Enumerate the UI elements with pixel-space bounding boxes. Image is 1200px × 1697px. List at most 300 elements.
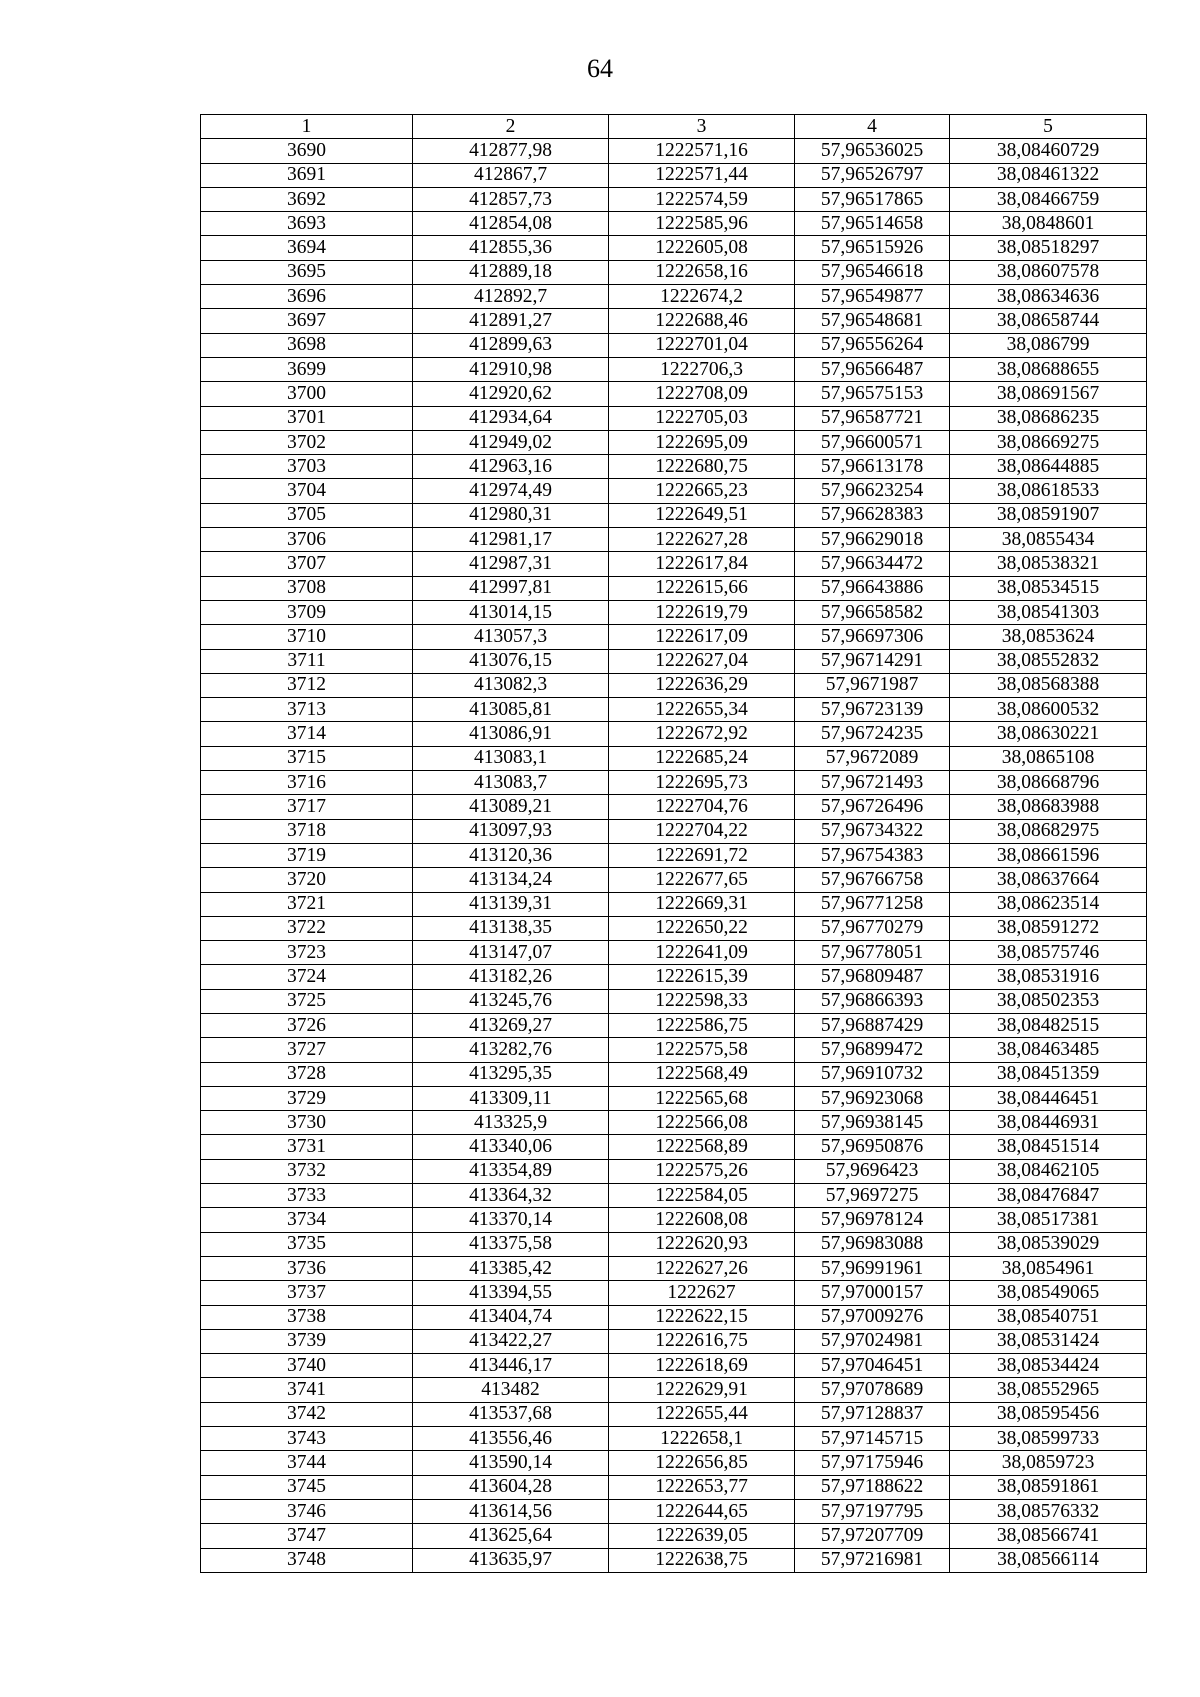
table-cell-col-2: 413590,14 [413,1451,609,1475]
table-row [201,625,1147,649]
table-cell-col-5: 38,08482515 [950,1013,1147,1037]
table-cell-col-4: 57,96978124 [795,1208,950,1232]
table-row [201,1499,1147,1523]
table-cell-col-1: 3735 [201,1232,413,1256]
table-cell-col-1: 3701 [201,406,413,430]
table-row [201,989,1147,1013]
table-cell-col-4: 57,96546618 [795,260,950,284]
table-cell-col-5: 38,08552832 [950,649,1147,673]
table-row [201,552,1147,576]
table-cell-col-3: 1222615,39 [609,965,795,989]
table-cell-col-1: 3726 [201,1013,413,1037]
table-cell-col-1: 3744 [201,1451,413,1475]
table-cell-col-3: 1222586,75 [609,1013,795,1037]
table-cell-col-3: 1222629,91 [609,1378,795,1402]
table-cell-col-3: 1222566,08 [609,1111,795,1135]
table-cell-col-1: 3746 [201,1499,413,1523]
table-cell-col-4: 57,97024981 [795,1329,950,1353]
table-cell-col-1: 3696 [201,285,413,309]
table-cell-col-4: 57,96587721 [795,406,950,430]
table-cell-col-1: 3709 [201,600,413,624]
table-cell-col-3: 1222575,26 [609,1159,795,1183]
table-cell-col-1: 3748 [201,1548,413,1572]
table-cell-col-4: 57,96549877 [795,285,950,309]
table-cell-col-2: 413556,46 [413,1427,609,1451]
table-row [201,1329,1147,1353]
table-cell-col-1: 3704 [201,479,413,503]
table-cell-col-4: 57,96991961 [795,1256,950,1280]
table-row [201,600,1147,624]
table-cell-col-5: 38,08462105 [950,1159,1147,1183]
table-cell-col-4: 57,96515926 [795,236,950,260]
table-cell-col-2: 413089,21 [413,795,609,819]
table-cell-col-5: 38,08531916 [950,965,1147,989]
table-cell-col-3: 1222622,15 [609,1305,795,1329]
table-cell-col-2: 413269,27 [413,1013,609,1037]
table-row [201,285,1147,309]
table-cell-col-3: 1222658,1 [609,1427,795,1451]
table-cell-col-2: 413295,35 [413,1062,609,1086]
table-cell-col-3: 1222706,3 [609,357,795,381]
table-cell-col-4: 57,96658582 [795,600,950,624]
table-cell-col-5: 38,08595456 [950,1402,1147,1426]
table-row [201,795,1147,819]
table-cell-col-2: 412867,7 [413,163,609,187]
table-cell-col-4: 57,96809487 [795,965,950,989]
table-row [201,1281,1147,1305]
table-cell-col-2: 413057,3 [413,625,609,649]
table-cell-col-3: 1222641,09 [609,941,795,965]
header-row [201,115,1147,139]
table-cell-col-3: 1222705,03 [609,406,795,430]
table-cell-col-1: 3700 [201,382,413,406]
table-cell-col-3: 1222627,26 [609,1256,795,1280]
table-cell-col-2: 413614,56 [413,1499,609,1523]
table-cell-col-2: 413385,42 [413,1256,609,1280]
table-cell-col-5: 38,08466759 [950,187,1147,211]
table-cell-col-4: 57,96923068 [795,1086,950,1110]
table-cell-col-3: 1222617,09 [609,625,795,649]
table-cell-col-1: 3714 [201,722,413,746]
table-cell-col-3: 1222568,49 [609,1062,795,1086]
table-row [201,503,1147,527]
table-cell-col-5: 38,08552965 [950,1378,1147,1402]
table-cell-col-1: 3742 [201,1402,413,1426]
table-cell-col-3: 1222655,34 [609,698,795,722]
table-cell-col-3: 1222656,85 [609,1451,795,1475]
table-row [201,333,1147,357]
table-cell-col-3: 1222615,66 [609,576,795,600]
table-cell-col-3: 1222644,65 [609,1499,795,1523]
table-cell-col-4: 57,96983088 [795,1232,950,1256]
table-cell-col-2: 413370,14 [413,1208,609,1232]
table-cell-col-2: 413014,15 [413,600,609,624]
table-row [201,1402,1147,1426]
table-row [201,819,1147,843]
table-cell-col-5: 38,08451359 [950,1062,1147,1086]
table-cell-col-5: 38,08607578 [950,260,1147,284]
table-row [201,868,1147,892]
table-cell-col-1: 3725 [201,989,413,1013]
table-cell-col-4: 57,96724235 [795,722,950,746]
table-cell-col-3: 1222704,22 [609,819,795,843]
table-cell-col-2: 413394,55 [413,1281,609,1305]
table-cell-col-4: 57,96726496 [795,795,950,819]
table-cell-col-3: 1222695,09 [609,430,795,454]
table-cell-col-5: 38,0854961 [950,1256,1147,1280]
table-cell-col-5: 38,08661596 [950,843,1147,867]
table-cell-col-1: 3743 [201,1427,413,1451]
table-cell-col-2: 413364,32 [413,1184,609,1208]
table-cell-col-3: 1222627,28 [609,528,795,552]
table-cell-col-2: 413446,17 [413,1354,609,1378]
table-cell-col-2: 413097,93 [413,819,609,843]
table-cell-col-1: 3697 [201,309,413,333]
table-cell-col-1: 3747 [201,1524,413,1548]
table-cell-col-4: 57,97197795 [795,1499,950,1523]
table-cell-col-1: 3722 [201,916,413,940]
table-cell-col-1: 3721 [201,892,413,916]
table-cell-col-4: 57,96723139 [795,698,950,722]
table-cell-col-2: 412963,16 [413,455,609,479]
table-cell-col-4: 57,96556264 [795,333,950,357]
table-cell-col-5: 38,08446451 [950,1086,1147,1110]
table-row [201,479,1147,503]
table-row [201,1208,1147,1232]
table-cell-col-3: 1222616,75 [609,1329,795,1353]
table-cell-col-2: 412987,31 [413,552,609,576]
table-cell-col-4: 57,96754383 [795,843,950,867]
table-cell-col-1: 3739 [201,1329,413,1353]
table-cell-col-1: 3734 [201,1208,413,1232]
table-cell-col-4: 57,96613178 [795,455,950,479]
table-cell-col-4: 57,97188622 [795,1475,950,1499]
table-cell-col-1: 3706 [201,528,413,552]
table-cell-col-1: 3712 [201,673,413,697]
table-cell-col-1: 3733 [201,1184,413,1208]
table-cell-col-2: 413537,68 [413,1402,609,1426]
table-cell-col-5: 38,0865108 [950,746,1147,770]
table-cell-col-4: 57,96866393 [795,989,950,1013]
table-cell-col-4: 57,97128837 [795,1402,950,1426]
table-row [201,1135,1147,1159]
table-cell-col-5: 38,08669275 [950,430,1147,454]
table-row [201,1354,1147,1378]
table-row [201,212,1147,236]
table-row [201,649,1147,673]
table-cell-col-5: 38,08463485 [950,1038,1147,1062]
table-cell-col-3: 1222665,23 [609,479,795,503]
table-row [201,746,1147,770]
table-cell-col-3: 1222649,51 [609,503,795,527]
table-cell-col-2: 412877,98 [413,139,609,163]
table-cell-col-3: 1222650,22 [609,916,795,940]
table-cell-col-5: 38,08576332 [950,1499,1147,1523]
table-row [201,1159,1147,1183]
table-cell-col-4: 57,96526797 [795,163,950,187]
table-cell-col-2: 413086,91 [413,722,609,746]
table-cell-col-4: 57,96771258 [795,892,950,916]
table-cell-col-1: 3718 [201,819,413,843]
table-cell-col-3: 1222655,44 [609,1402,795,1426]
coordinates-table [200,114,1147,1573]
table-cell-col-2: 413139,31 [413,892,609,916]
table-cell-col-1: 3715 [201,746,413,770]
table-row [201,1378,1147,1402]
table-cell-col-3: 1222571,44 [609,163,795,187]
table-cell-col-2: 412889,18 [413,260,609,284]
table-cell-col-3: 1222680,75 [609,455,795,479]
table-cell-col-1: 3732 [201,1159,413,1183]
table-cell-col-1: 3741 [201,1378,413,1402]
table-cell-col-1: 3737 [201,1281,413,1305]
table-row [201,892,1147,916]
table-cell-col-5: 38,08618533 [950,479,1147,503]
table-cell-col-5: 38,08566114 [950,1548,1147,1572]
table-cell-col-1: 3717 [201,795,413,819]
table-header [201,115,1147,139]
table-cell-col-4: 57,96566487 [795,357,950,381]
table-cell-col-1: 3740 [201,1354,413,1378]
table-cell-col-1: 3738 [201,1305,413,1329]
table-cell-col-3: 1222704,76 [609,795,795,819]
table-row [201,1524,1147,1548]
table-cell-col-2: 412920,62 [413,382,609,406]
table-row [201,941,1147,965]
table-row [201,1111,1147,1135]
column-header-3: 3 [609,115,795,139]
table-cell-col-2: 412997,81 [413,576,609,600]
table-cell-col-2: 413147,07 [413,941,609,965]
table-row [201,357,1147,381]
table-cell-col-1: 3708 [201,576,413,600]
table-cell-col-2: 412899,63 [413,333,609,357]
table-cell-col-2: 413404,74 [413,1305,609,1329]
table-cell-col-3: 1222619,79 [609,600,795,624]
table-cell-col-2: 413375,58 [413,1232,609,1256]
table-cell-col-4: 57,96697306 [795,625,950,649]
table-cell-col-1: 3724 [201,965,413,989]
table-cell-col-4: 57,97046451 [795,1354,950,1378]
table-cell-col-5: 38,08518297 [950,236,1147,260]
table-cell-col-1: 3691 [201,163,413,187]
table-cell-col-5: 38,08599733 [950,1427,1147,1451]
table-cell-col-2: 413182,26 [413,965,609,989]
table-cell-col-5: 38,08531424 [950,1329,1147,1353]
table-row [201,1062,1147,1086]
table-cell-col-3: 1222672,92 [609,722,795,746]
table-cell-col-3: 1222708,09 [609,382,795,406]
table-cell-col-4: 57,97145715 [795,1427,950,1451]
table-cell-col-5: 38,08623514 [950,892,1147,916]
table-cell-col-4: 57,96634472 [795,552,950,576]
table-cell-col-1: 3723 [201,941,413,965]
table-cell-col-4: 57,96514658 [795,212,950,236]
table-cell-col-2: 413422,27 [413,1329,609,1353]
table-cell-col-4: 57,9697275 [795,1184,950,1208]
table-cell-col-2: 413282,76 [413,1038,609,1062]
table-row [201,698,1147,722]
table-cell-col-4: 57,96910732 [795,1062,950,1086]
table-row [201,1548,1147,1572]
table-cell-col-3: 1222688,46 [609,309,795,333]
table-cell-col-1: 3728 [201,1062,413,1086]
table-cell-col-3: 1222627,04 [609,649,795,673]
table-cell-col-2: 412974,49 [413,479,609,503]
table-cell-col-3: 1222568,89 [609,1135,795,1159]
table-row [201,139,1147,163]
table-cell-col-2: 413083,1 [413,746,609,770]
table-cell-col-2: 412891,27 [413,309,609,333]
table-cell-col-5: 38,08534424 [950,1354,1147,1378]
column-header-4: 4 [795,115,950,139]
table-row [201,1451,1147,1475]
table-cell-col-4: 57,96887429 [795,1013,950,1037]
table-cell-col-3: 1222618,69 [609,1354,795,1378]
table-row [201,406,1147,430]
table-cell-col-4: 57,96536025 [795,139,950,163]
table-cell-col-4: 57,96575153 [795,382,950,406]
table-cell-col-3: 1222669,31 [609,892,795,916]
table-row [201,260,1147,284]
table-cell-col-4: 57,96623254 [795,479,950,503]
table-cell-col-5: 38,086799 [950,333,1147,357]
table-cell-col-4: 57,97078689 [795,1378,950,1402]
table-cell-col-3: 1222574,59 [609,187,795,211]
table-cell-col-5: 38,0853624 [950,625,1147,649]
table-cell-col-2: 413134,24 [413,868,609,892]
table-cell-col-5: 38,08451514 [950,1135,1147,1159]
table-cell-col-4: 57,96770279 [795,916,950,940]
table-cell-col-5: 38,08591861 [950,1475,1147,1499]
table-body [201,139,1147,1573]
table-cell-col-4: 57,96600571 [795,430,950,454]
table-cell-col-1: 3707 [201,552,413,576]
table-row [201,430,1147,454]
table-cell-col-5: 38,08538321 [950,552,1147,576]
table-cell-col-3: 1222617,84 [609,552,795,576]
table-cell-col-3: 1222639,05 [609,1524,795,1548]
table-row [201,455,1147,479]
table-row [201,965,1147,989]
table-row [201,187,1147,211]
table-row [201,722,1147,746]
table-row [201,163,1147,187]
table-cell-col-4: 57,97000157 [795,1281,950,1305]
table-cell-col-4: 57,96629018 [795,528,950,552]
table-cell-col-1: 3720 [201,868,413,892]
table-cell-col-3: 1222677,65 [609,868,795,892]
table-cell-col-5: 38,08575746 [950,941,1147,965]
table-cell-col-3: 1222608,08 [609,1208,795,1232]
table-cell-col-2: 413354,89 [413,1159,609,1183]
table-cell-col-4: 57,96938145 [795,1111,950,1135]
table-cell-col-2: 412949,02 [413,430,609,454]
table-cell-col-3: 1222691,72 [609,843,795,867]
table-cell-col-5: 38,08630221 [950,722,1147,746]
column-header-1: 1 [201,115,413,139]
table-cell-col-3: 1222636,29 [609,673,795,697]
table-cell-col-5: 38,08600532 [950,698,1147,722]
page-number: 64 [587,54,613,83]
table-cell-col-5: 38,08534515 [950,576,1147,600]
table-cell-col-1: 3719 [201,843,413,867]
table-cell-col-5: 38,08683988 [950,795,1147,819]
table-cell-col-1: 3745 [201,1475,413,1499]
table-cell-col-3: 1222685,24 [609,746,795,770]
table-cell-col-2: 413604,28 [413,1475,609,1499]
table-cell-col-3: 1222674,2 [609,285,795,309]
table-cell-col-5: 38,08502353 [950,989,1147,1013]
table-cell-col-1: 3711 [201,649,413,673]
table-cell-col-3: 1222565,68 [609,1086,795,1110]
table-cell-col-2: 413625,64 [413,1524,609,1548]
table-cell-col-3: 1222571,16 [609,139,795,163]
table-cell-col-2: 412857,73 [413,187,609,211]
table-cell-col-5: 38,08517381 [950,1208,1147,1232]
table-cell-col-2: 412980,31 [413,503,609,527]
table-cell-col-4: 57,97216981 [795,1548,950,1572]
table-cell-col-5: 38,0848601 [950,212,1147,236]
table-cell-col-4: 57,97207709 [795,1524,950,1548]
table-cell-col-1: 3730 [201,1111,413,1135]
table-cell-col-1: 3702 [201,430,413,454]
table-row [201,916,1147,940]
table-row [201,673,1147,697]
table-cell-col-4: 57,9672089 [795,746,950,770]
table-cell-col-3: 1222585,96 [609,212,795,236]
table-cell-col-1: 3699 [201,357,413,381]
table-cell-col-4: 57,96548681 [795,309,950,333]
table-cell-col-4: 57,96766758 [795,868,950,892]
table-row [201,576,1147,600]
table-cell-col-5: 38,0855434 [950,528,1147,552]
table-cell-col-5: 38,08686235 [950,406,1147,430]
table-cell-col-2: 413245,76 [413,989,609,1013]
table-row [201,1038,1147,1062]
table-cell-col-5: 38,08476847 [950,1184,1147,1208]
table-cell-col-4: 57,96950876 [795,1135,950,1159]
table-cell-col-2: 413085,81 [413,698,609,722]
table-cell-col-5: 38,08568388 [950,673,1147,697]
table-cell-col-5: 38,08541303 [950,600,1147,624]
table-row [201,1305,1147,1329]
table-cell-col-3: 1222620,93 [609,1232,795,1256]
table-row [201,309,1147,333]
table-cell-col-1: 3690 [201,139,413,163]
table-cell-col-1: 3703 [201,455,413,479]
table-cell-col-5: 38,08540751 [950,1305,1147,1329]
table-cell-col-5: 38,08460729 [950,139,1147,163]
table-cell-col-4: 57,97175946 [795,1451,950,1475]
table-cell-col-4: 57,96721493 [795,771,950,795]
table-cell-col-5: 38,08549065 [950,1281,1147,1305]
table-row [201,1184,1147,1208]
table-cell-col-2: 412892,7 [413,285,609,309]
table-row [201,1475,1147,1499]
table-row [201,1256,1147,1280]
table-cell-col-2: 413138,35 [413,916,609,940]
table-cell-col-1: 3729 [201,1086,413,1110]
table-cell-col-5: 38,08682975 [950,819,1147,843]
table-cell-col-4: 57,96778051 [795,941,950,965]
table-cell-col-4: 57,96734322 [795,819,950,843]
table-cell-col-1: 3727 [201,1038,413,1062]
table-cell-col-5: 38,08691567 [950,382,1147,406]
table-cell-col-2: 412910,98 [413,357,609,381]
table-cell-col-3: 1222584,05 [609,1184,795,1208]
table-cell-col-5: 38,08539029 [950,1232,1147,1256]
